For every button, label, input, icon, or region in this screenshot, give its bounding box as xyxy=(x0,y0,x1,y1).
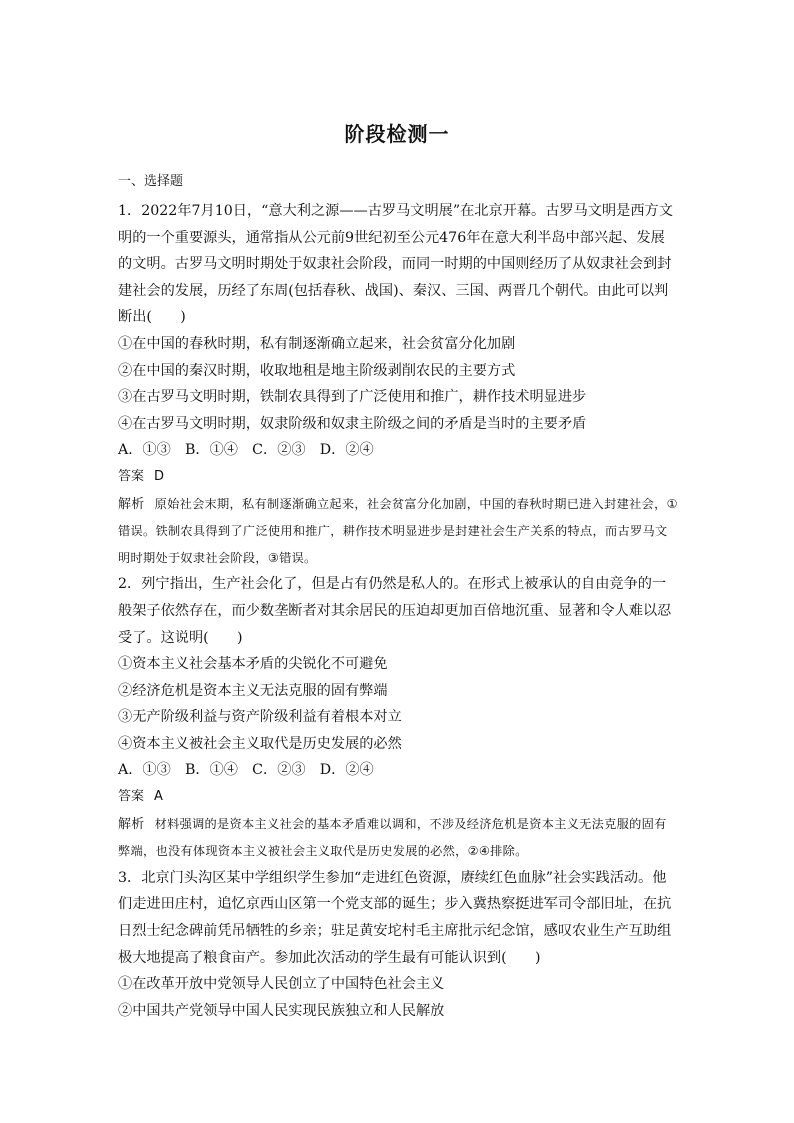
document-body xyxy=(118,172,678,1024)
question-choices: A．①③ B．①④ C．②③ D．②④ xyxy=(118,762,374,779)
question-option: ①资本主义社会基本矛盾的尖锐化不可避免 xyxy=(118,656,388,673)
question-stem: 3．北京门头沟区某中学组织学生参加“走进红色资源，赓续红色血脉”社会实践活动。他们走进田庄村，追忆京西山区第一个党支部的诞生；步入冀热察挺进军司令部旧址，在抗日烈士纪念碑前凭吊牺牲的乡亲；驻足黄安坨村毛主席批示纪念馆，感叹农业生产互助组极大地提高了粮食亩产。参加此次活动的学生最有可能认识到( ) xyxy=(118,869,672,966)
question-option: ①在中国的春秋时期，私有制逐渐确立起来，社会贫富分化加剧 xyxy=(118,335,516,352)
answer-label: 答案 xyxy=(118,468,145,484)
question-2 xyxy=(118,571,678,865)
question-stem: 2．列宁指出，生产社会化了，但是占有仍然是私人的。在形式上被承认的自由竞争的一般架子依然存在，而少数垄断者对其余居民的压迫却更加百倍地沉重、显著和令人难以忍受了。这说明( ) xyxy=(118,576,672,646)
explanation xyxy=(118,811,678,865)
answer-value: A xyxy=(154,789,163,805)
question-option: ④资本主义被社会主义取代是历史发展的必然 xyxy=(118,735,402,752)
question-option: ②经济危机是资本主义无法克服的固有弊端 xyxy=(118,682,388,699)
question-1 xyxy=(118,198,678,571)
question-option: ②中国共产党领导中国人民实现民族独立和人民解放 xyxy=(118,1002,445,1019)
answer-label: 答案 xyxy=(118,789,145,805)
question-option: ①在改革开放中党领导人民创立了中国特色社会主义 xyxy=(118,976,445,993)
explanation-text: 材料强调的是资本主义社会的基本矛盾难以调和，不涉及经济危机是资本主义无法克服的固有弊端，也没有体现资本主义被社会主义取代是历史发展的必然，②④排除。 xyxy=(118,816,667,859)
question-3 xyxy=(118,865,678,1025)
answer-value: D xyxy=(154,468,165,484)
question-option: ④在古罗马文明时期，奴隶阶级和奴隶主阶级之间的矛盾是当时的主要矛盾 xyxy=(118,415,587,432)
explanation-text: 原始社会末期，私有制逐渐确立起来，社会贫富分化加剧，中国的春秋时期已进入封建社会，①错误。铁制农具得到了广泛使用和推广，耕作技术明显进步是封建社会生产关系的特点，而古罗马文明时期处于奴隶社会阶段，③错误。 xyxy=(118,496,678,565)
answer-line xyxy=(118,784,678,811)
answer-line xyxy=(118,464,678,491)
question-stem: 1．2022年7月10日，“意大利之源——古罗马文明展”在北京开幕。古罗马文明是西方文明的一个重要源头，通常指从公元前9世纪初至公元476年在意大利半岛中部兴起、发展的文明。古罗马文明时期处于奴隶社会阶段，而同一时期的中国则经历了从奴隶社会到封建社会的发展，历经了东周(包括春秋、战国)、秦汉、三国、两晋几个朝代。由此可以判断出( ) xyxy=(118,203,673,326)
question-option: ②在中国的秦汉时期，收取地租是地主阶级剥削农民的主要方式 xyxy=(118,362,516,379)
question-choices: A．①③ B．①④ C．②③ D．②④ xyxy=(118,442,374,459)
explanation-label: 解析 xyxy=(118,496,145,512)
page-title: 阶段检测一 xyxy=(344,122,450,146)
section-heading: 一、选择题 xyxy=(118,174,184,189)
question-option: ③在古罗马文明时期，铁制农具得到了广泛使用和推广，耕作技术明显进步 xyxy=(118,389,587,406)
explanation xyxy=(118,491,678,572)
question-option: ③无产阶级利益与资产阶级利益有着根本对立 xyxy=(118,709,402,726)
explanation-label: 解析 xyxy=(118,816,145,832)
